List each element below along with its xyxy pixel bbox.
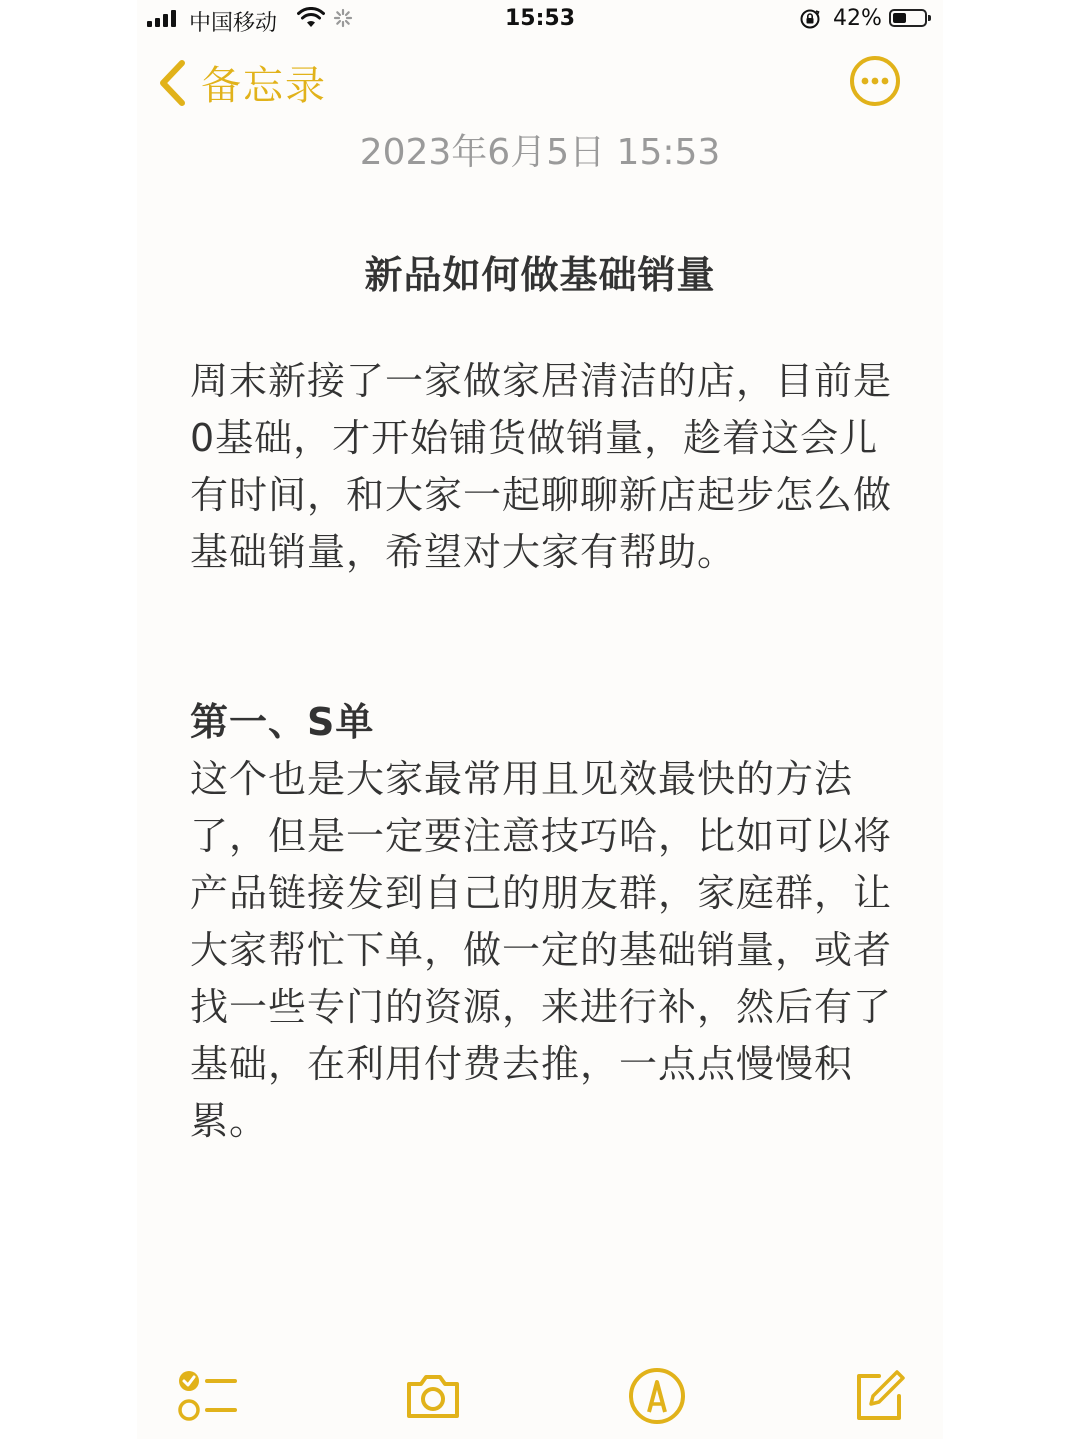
note-intro[interactable]: 周末新接了一家做家居清洁的店，目前是0基础，才开始铺货做销量，趁着这会儿有时间，和大家一起聊聊新店起步怎么做基础销量，希望对大家有帮助。 <box>190 359 893 574</box>
section-heading[interactable]: 第一、S单 <box>190 700 375 744</box>
notes-screen <box>137 0 943 1439</box>
chevron-left-icon <box>157 59 187 107</box>
more-icon[interactable] <box>849 55 901 107</box>
camera-icon[interactable] <box>403 1366 463 1426</box>
note-date: 2023年6月5日 15:53 <box>359 132 721 173</box>
battery-level <box>893 13 906 23</box>
checklist-icon[interactable] <box>177 1366 237 1426</box>
orientation-lock-icon <box>799 8 821 30</box>
battery-icon <box>889 9 927 27</box>
section-body[interactable]: 这个也是大家最常用且见效最快的方法了，但是一定要注意技巧哈，比如可以将产品链接发到自己的朋友群，家庭群，让大家帮忙下单，做一定的基础销量，或者找一些专门的资源，来进行补，然后有了基础，在利用付费去推，一点点慢慢积累。 <box>190 757 893 1143</box>
markup-icon[interactable] <box>627 1366 687 1426</box>
compose-icon[interactable] <box>849 1366 909 1426</box>
battery-percent: 42% <box>833 6 882 31</box>
status-bar <box>137 0 943 40</box>
back-button-label: 备忘录 <box>201 63 327 109</box>
status-time: 15:53 <box>504 6 576 31</box>
carrier-name: 中国移动 <box>189 11 278 36</box>
note-title[interactable]: 新品如何做基础销量 <box>364 253 716 297</box>
back-button[interactable] <box>157 54 327 111</box>
